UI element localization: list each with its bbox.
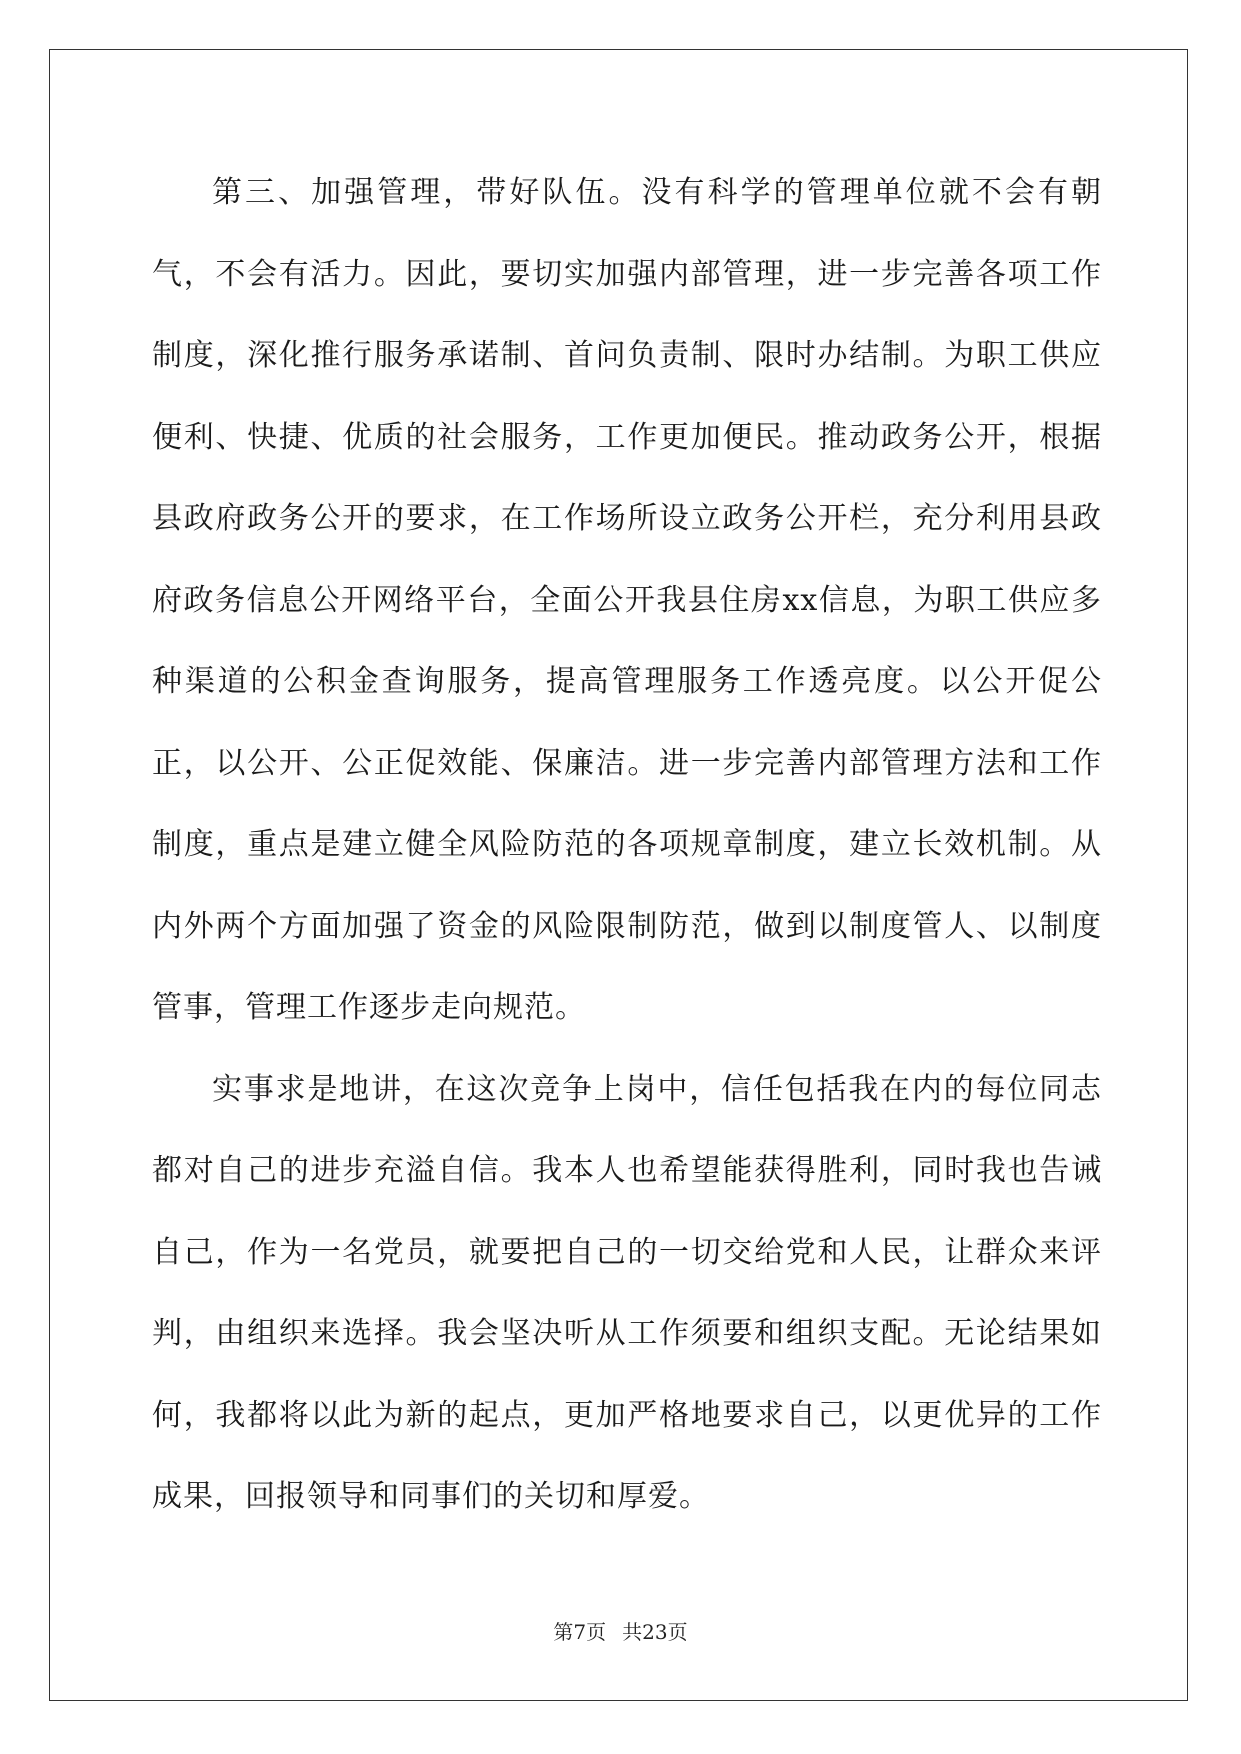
current-page-number: 第7页 [553, 1620, 607, 1644]
paragraph: 实事求是地讲，在这次竞争上岗中，信任包括我在内的每位同志都对自己的进步充溢自信。我本人也希望能获得胜利，同时我也告诫自己，作为一名党员，就要把自己的一切交给党和人民，让群众来评判，由组织来选择。我会坚决听从工作须要和组织支配。无论结果如何，我都将以此为新的起点，更加严格地要求自己，以更优异的工作成果，回报领导和同事们的关切和厚爱。 [152, 1071, 1102, 1514]
document-body [152, 152, 1102, 1538]
total-pages: 共23页 [622, 1620, 688, 1644]
page-footer [0, 1620, 1241, 1644]
paragraph: 第三、加强管理，带好队伍。没有科学的管理单位就不会有朝气，不会有活力。因此，要切实加强内部管理，进一步完善各项工作制度，深化推行服务承诺制、首问负责制、限时办结制。为职工供应便利、快捷、优质的社会服务，工作更加便民。推动政务公开，根据县政府政务公开的要求，在工作场所设立政务公开栏，充分利用县政府政务信息公开网络平台，全面公开我县住房xx信息，为职工供应多种渠道的公积金查询服务，提高管理服务工作透亮度。以公开促公正，以公开、公正促效能、保廉洁。进一步完善内部管理方法和工作制度，重点是建立健全风险防范的各项规章制度，建立长效机制。从内外两个方面加强了资金的风险限制防范，做到以制度管人、以制度管事，管理工作逐步走向规范。 [152, 175, 1102, 1025]
